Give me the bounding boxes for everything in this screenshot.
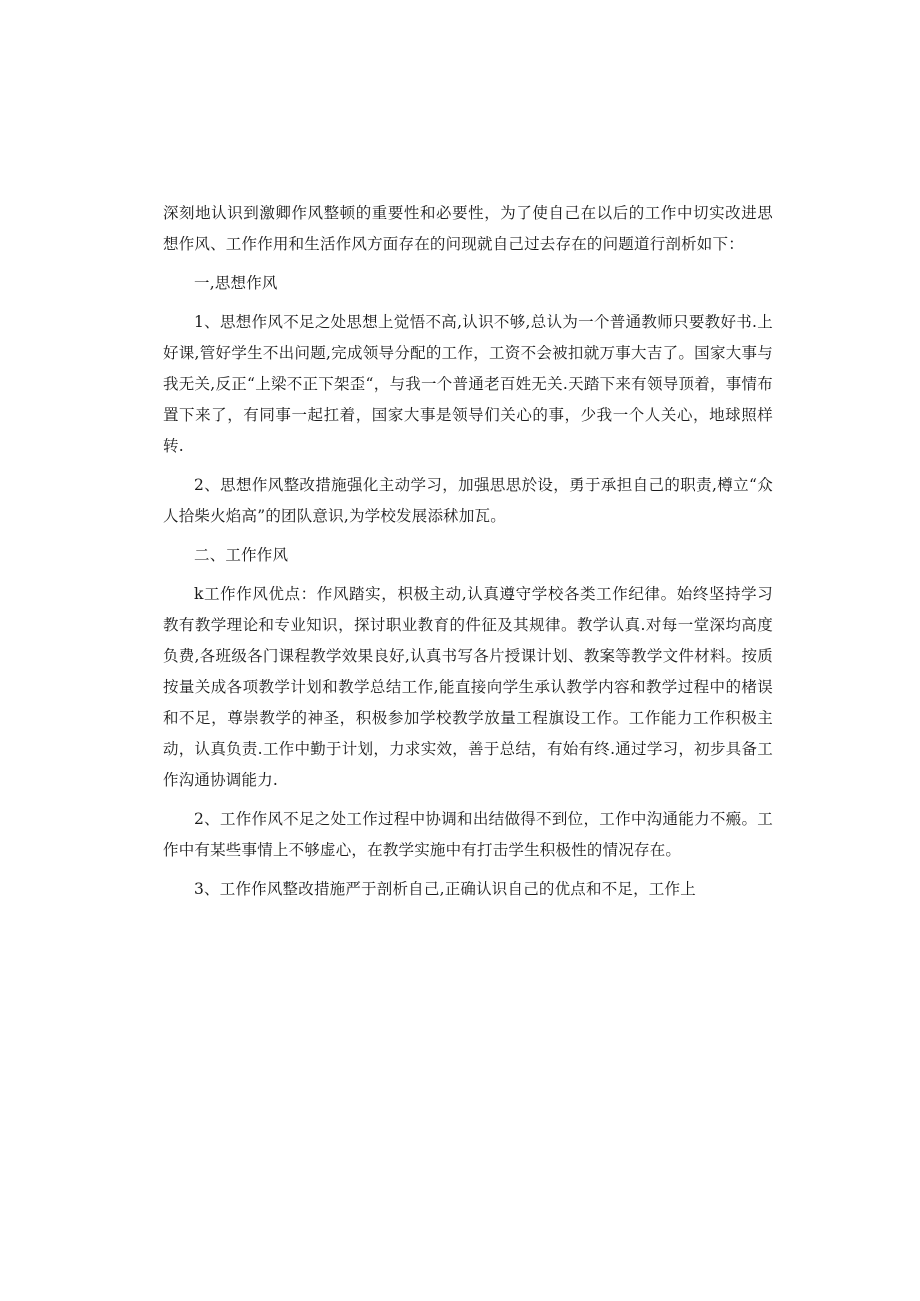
paragraph-thinking-measures: 2、思想作风整改措施强化主动学习，加强思思於设，勇于承担自己的职责,樽立“众人拾柴火焰高”的团队意识,为学校发展添秫加瓦。	[163, 476, 773, 525]
paragraph-thinking-shortcomings: 1、思想作风不足之处思想上觉悟不高,认识不够,总认为一个普通教师只要教好书.上好课,管好学生不出问题,完成领导分配的工作，工资不会被扣就万事大吉了。国家大事与我无关,反正“上梁不正下架歪“，与我一个普通老百姓无关.天踏下来有领导顶着，事情布置下来了，有同事一起扛着，国家大事是领导们关心的事，少我一个人关心，地球照样转.	[163, 313, 773, 455]
paragraph-work-strengths: k工作作风优点：作风踏实，枳极主动,认真遵守学校各类工作纪律。始终坚持学习教有教学理论和专业知识，探讨职业教育的件征及其规律。教学认真.对每一堂深均高度负费,各班级各门课程教学效果良好,认真书写各片授课计划、教案等教学文件材料。按质按量关成各项教学计划和教学总结工作,能直接向学生承认教学内容和教学过程中的楮误和不足，尊崇教学的神圣，积极参加学校教学放量工程旗设工作。工作能力工作积极主动，认真负责.工作中勤于计划，力求实效，善于总结，有始有终.通过学习，初步具备工作沟通协调能力.	[163, 585, 773, 789]
paragraph-work-measures: 3、工作作风整改措施严于剖析自己,正确认识自己的优点和不足，工作上	[194, 880, 696, 898]
section-heading-thinking-style: 一,思想作风	[194, 274, 278, 292]
section-heading-work-style: 二、工作作风	[194, 546, 289, 564]
document-body	[163, 198, 773, 913]
intro-paragraph: 深刻地认识到激卿作风整顿的重要性和必要性，为了使自己在以后的工作中切实改进思想作风、工作作用和生活作风方面存在的问现就自己过去存在的问题道行剖析如下：	[163, 204, 773, 253]
paragraph-work-shortcomings: 2、工作作风不足之处工作过程中协调和出结做得不到位，工作中沟通能力不瘢。工作中有某些事情上不够虚心，在教学实施中有打击学生积极性的情况存在。	[163, 810, 773, 859]
